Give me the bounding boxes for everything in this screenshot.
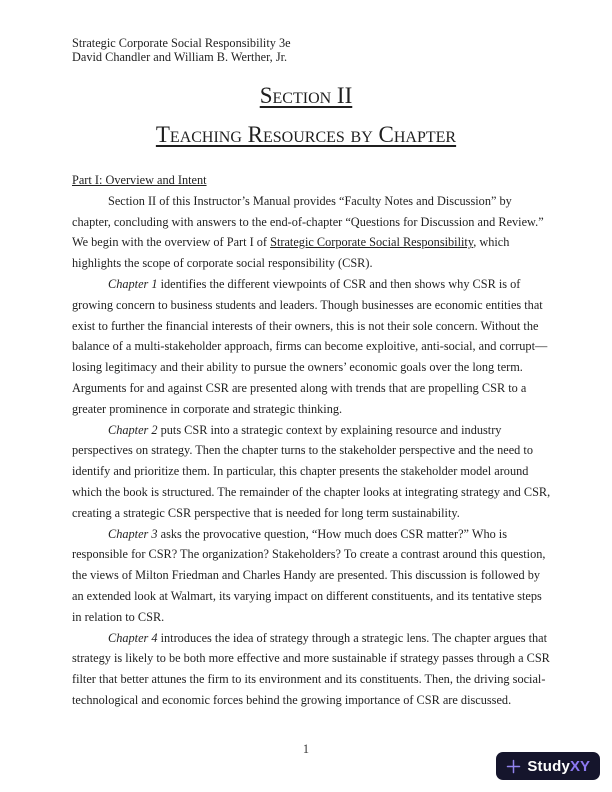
text-line: We begin with the overview of Part I of Strategic Corporate Social Responsibility, which bbox=[72, 235, 510, 250]
brand-text bbox=[527, 758, 590, 775]
section-subtitle: Teaching Resources by Chapter bbox=[155, 122, 457, 147]
document-body bbox=[72, 170, 551, 711]
text-line: greater prominence in corporate and strategic thinking. bbox=[72, 401, 343, 416]
studyxy-badge bbox=[496, 752, 600, 780]
text-line: growing concern to business students and leaders. Though businesses are economic entities that bbox=[72, 297, 543, 312]
text-line: in relation to CSR. bbox=[72, 609, 165, 624]
page-number: 1 bbox=[302, 742, 310, 756]
text-line: Section II of this Instructor’s Manual provides “Faculty Notes and Discussion” by bbox=[108, 193, 512, 208]
text-line: balance of a multi-stakeholder approach, firms can become exploitive, anti-social, and corrupt— bbox=[72, 339, 548, 354]
header-authors: David Chandler and William B. Werther, Jr. bbox=[72, 50, 288, 64]
text-line: the views of Milton Friedman and Charles Handy are presented. This discussion is followed by bbox=[72, 568, 540, 583]
text-line: perspectives on strategy. Then the chapter turns to the stakeholder perspective and the need to bbox=[72, 443, 533, 458]
text-line: which the book is structured. The remainder of the chapter looks at integrating strategy and CSR, bbox=[72, 484, 551, 499]
text-line: losing legitimacy and their ability to pursue the owners’ economic goals over the long term. bbox=[72, 360, 523, 375]
text-line: identify and prioritize them. In particular, this chapter presents the stakeholder model around bbox=[72, 464, 529, 479]
section-title: Section II bbox=[259, 83, 353, 108]
text-line: Chapter 3 asks the provocative question, “How much does CSR matter?” Who is bbox=[108, 526, 508, 541]
brand-xy: XY bbox=[569, 757, 590, 775]
header-book-title: Strategic Corporate Social Responsibility 3e bbox=[72, 36, 291, 50]
text-line: an extended look at Walmart, its varying impact on different constituents, and its tentative steps bbox=[72, 588, 542, 603]
text-line: responsible for CSR? The organization? Stakeholders? To create a contrast around this question, bbox=[72, 547, 546, 562]
brand-study: Study bbox=[527, 757, 570, 775]
text-line: exist to further the financial interests of their owners, this is not their sole concern. Without the bbox=[72, 318, 539, 333]
text-line: technological and economic forces behind the growing importance of CSR are discussed. bbox=[72, 692, 512, 707]
text-line: Chapter 2 puts CSR into a strategic context by explaining resource and industry bbox=[108, 422, 502, 437]
running-header bbox=[72, 36, 291, 64]
text-line: Part I: Overview and Intent bbox=[72, 173, 207, 187]
text-line: strategy is likely to be both more effective and more sustainable if strategy passes through a CSR bbox=[72, 651, 550, 666]
text-line: chapter, concluding with answers to the end-of-chapter “Questions for Discussion and Review.” bbox=[72, 214, 544, 229]
text-line: highlights the scope of corporate social responsibility (CSR). bbox=[72, 256, 373, 271]
text-line: creating a strategic CSR perspective that is needed for long term sustainability. bbox=[72, 505, 460, 520]
text-line: Arguments for and against CSR are presented along with trends that are propelling CSR to a bbox=[72, 380, 527, 395]
text-line: Chapter 1 identifies the different viewpoints of CSR and then shows why CSR is of bbox=[108, 276, 521, 291]
text-line: filter that better attunes the firm to its environment and its constituents. Then, the driving social- bbox=[72, 672, 546, 687]
plus-icon bbox=[506, 759, 521, 774]
text-line: Chapter 4 introduces the idea of strategy through a strategic lens. The chapter argues that bbox=[108, 630, 548, 645]
